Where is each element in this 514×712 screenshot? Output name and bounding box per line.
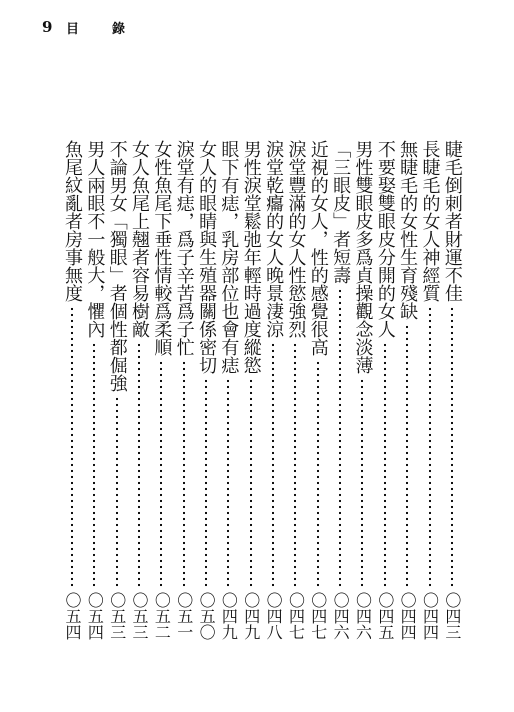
toc-entry (397, 140, 417, 640)
dot-leader (384, 342, 386, 588)
toc-entry-page: 〇五〇 (197, 592, 217, 640)
toc-entry-page: 〇四四 (398, 592, 418, 640)
section-title-char-1: 目 (66, 22, 80, 37)
toc-entry-page: 〇四三 (442, 592, 462, 640)
toc-entry-title: 眼下有痣，乳房部位也會有痣 (218, 140, 240, 374)
toc-entry-title: 女性魚尾下垂性情較爲柔順 (151, 140, 173, 356)
toc-entry-page: 〇四八 (264, 592, 284, 640)
toc-entry (285, 140, 305, 640)
dot-leader (138, 342, 140, 588)
toc-entry-title: 長睫毛的女人神經質 (419, 140, 441, 302)
toc-entry (352, 140, 372, 640)
toc-entry (174, 140, 194, 640)
toc-entry (375, 140, 395, 640)
toc-entry (107, 140, 127, 640)
toc-entry-page: 〇四七 (286, 592, 306, 640)
toc-entry-title: 男人兩眼不一般大，懼內 (84, 140, 106, 338)
toc-entry-title: 淚堂乾癟的女人晚景淒涼 (263, 140, 285, 338)
toc-entry-title: 無睫毛的女性生育殘缺 (397, 140, 419, 320)
toc-entry-page: 〇五二 (152, 592, 172, 640)
toc-entry-title: 「三眼皮」者短壽 (330, 140, 352, 284)
toc-entry-title: 淚堂豐滿的女人性慾強烈 (285, 140, 307, 338)
toc-entry (129, 140, 149, 640)
toc-entry-title: 女人魚尾上翹者容易樹敵 (129, 140, 151, 338)
dot-leader (205, 378, 207, 588)
toc-entry-page: 〇四六 (331, 592, 351, 640)
dot-leader (361, 378, 363, 588)
toc-entry (263, 140, 283, 640)
dot-leader (406, 324, 408, 588)
toc-entry-page: 〇四六 (353, 592, 373, 640)
toc-entry (420, 140, 440, 640)
dot-leader (250, 378, 252, 588)
dot-leader (93, 342, 95, 588)
dot-leader (339, 288, 341, 588)
dot-leader (429, 306, 431, 588)
toc-entry-page: 〇四五 (375, 592, 395, 640)
toc-entry-page: 〇五四 (85, 592, 105, 640)
table-of-contents (62, 140, 462, 640)
dot-leader (116, 396, 118, 588)
toc-entry (218, 140, 238, 640)
dot-leader (272, 342, 274, 588)
toc-entry-title: 淚堂有痣，爲子辛苦爲子忙 (173, 140, 195, 356)
toc-entry (151, 140, 171, 640)
dot-leader (71, 306, 73, 588)
dot-leader (317, 360, 319, 588)
toc-entry-title: 不論男女「獨眼」者個性都倔強 (106, 140, 128, 392)
toc-entry-page: 〇四九 (241, 592, 261, 640)
toc-entry-page: 〇五三 (130, 592, 150, 640)
toc-entry-page: 〇五一 (174, 592, 194, 640)
toc-entry-title: 男性淚堂鬆弛年輕時過度縱慾 (240, 140, 262, 374)
dot-leader (183, 360, 185, 588)
toc-entry-title: 不要娶雙眼皮分開的女人 (374, 140, 396, 338)
toc-entry-title: 女人的眼睛與生殖器關係密切 (196, 140, 218, 374)
dot-leader (227, 378, 229, 588)
toc-entry (442, 140, 462, 640)
toc-entry-title: 魚尾紋亂者房事無度 (62, 140, 83, 302)
toc-entry-page: 〇五三 (107, 592, 127, 640)
toc-entry-page: 〇四四 (420, 592, 440, 640)
toc-entry-title: 男性雙眼皮多爲貞操觀念淡薄 (352, 140, 374, 374)
toc-entry-page: 〇四七 (308, 592, 328, 640)
toc-entry (196, 140, 216, 640)
section-title-char-2: 錄 (112, 22, 126, 37)
page-number: 9 (42, 18, 53, 36)
dot-leader (451, 306, 453, 588)
toc-entry (241, 140, 261, 640)
toc-entry-page: 〇五四 (63, 592, 82, 640)
toc-entry (308, 140, 328, 640)
toc-entry (330, 140, 350, 640)
dot-leader (294, 342, 296, 588)
dot-leader (160, 360, 162, 588)
toc-entry-page: 〇四九 (219, 592, 239, 640)
toc-entry-title: 睫毛倒刺者財運不佳 (441, 140, 463, 302)
toc-entry (62, 140, 82, 640)
toc-entry (84, 140, 104, 640)
toc-entry-title: 近視的女人，性的感覺很高 (307, 140, 329, 356)
